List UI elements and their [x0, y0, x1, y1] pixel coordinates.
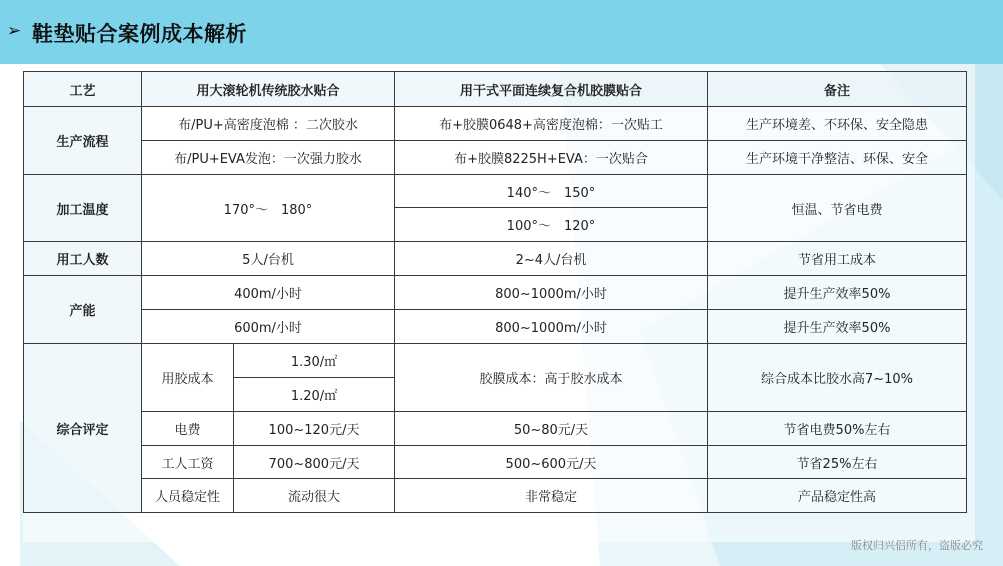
- cell-remark: 节省电费50%左右: [708, 412, 967, 446]
- copyright-notice: 版权归兴侣所有，盗版必究: [851, 539, 983, 552]
- cell-traditional: 1.30/㎡: [234, 344, 395, 378]
- sub-label-stability: 人员稳定性: [142, 479, 234, 513]
- cell-dry: 800~1000m/小时: [395, 310, 708, 344]
- table-header-row: [24, 72, 967, 107]
- cell-remark: 提升生产效率50%: [708, 276, 967, 310]
- table-row: [24, 242, 967, 276]
- cell-remark: 提升生产效率50%: [708, 310, 967, 344]
- cell-traditional: 5人/台机: [142, 242, 395, 276]
- cell-dry: 2~4人/台机: [395, 242, 708, 276]
- cell-traditional: 600m/小时: [142, 310, 395, 344]
- table-row: [24, 344, 967, 378]
- table-row: [24, 141, 967, 175]
- header-process: 工艺: [24, 72, 142, 107]
- header-traditional: 用大滚轮机传统胶水贴合: [142, 72, 395, 107]
- cell-dry: 胶膜成本：高于胶水成本: [395, 344, 708, 412]
- row-label-temperature: 加工温度: [24, 175, 142, 242]
- table-row: [24, 310, 967, 344]
- cell-traditional: 布/PU+EVA发泡：一次强力胶水: [142, 141, 395, 175]
- cell-remark: 产品稳定性高: [708, 479, 967, 513]
- table-row: [24, 446, 967, 479]
- cell-remark: 生产环境差、不环保、安全隐患: [708, 107, 967, 141]
- cell-remark: 综合成本比胶水高7~10%: [708, 344, 967, 412]
- cell-traditional: 100~120元/天: [234, 412, 395, 446]
- cell-dry: 50~80元/天: [395, 412, 708, 446]
- sub-label-glue-cost: 用胶成本: [142, 344, 234, 412]
- header-remark: 备注: [708, 72, 967, 107]
- row-label-production-flow: 生产流程: [24, 107, 142, 175]
- cell-dry: 100°～ 120°: [395, 208, 708, 242]
- sub-label-electricity: 电费: [142, 412, 234, 446]
- triangle-right-icon: ➢: [7, 21, 22, 41]
- cell-remark: 节省25%左右: [708, 446, 967, 479]
- cell-dry: 布+胶膜8225H+EVA：一次贴合: [395, 141, 708, 175]
- cost-comparison-table: [23, 71, 967, 513]
- cell-remark: 恒温、节省电费: [708, 175, 967, 242]
- page-title: 鞋垫贴合案例成本解析: [32, 22, 247, 46]
- cell-dry: 布+胶膜0648+高密度泡棉：一次贴工: [395, 107, 708, 141]
- cell-traditional: 170°～ 180°: [142, 175, 395, 242]
- row-label-workers: 用工人数: [24, 242, 142, 276]
- cell-traditional: 400m/小时: [142, 276, 395, 310]
- table-row: [24, 412, 967, 446]
- cell-dry: 140°～ 150°: [395, 175, 708, 208]
- table-row: [24, 107, 967, 141]
- cell-remark: 节省用工成本: [708, 242, 967, 276]
- cell-traditional: 700~800元/天: [234, 446, 395, 479]
- table-row: [24, 276, 967, 310]
- table-row: [24, 479, 967, 513]
- sub-label-wages: 工人工资: [142, 446, 234, 479]
- cell-dry: 800~1000m/小时: [395, 276, 708, 310]
- cell-traditional: 流动很大: [234, 479, 395, 513]
- row-label-evaluation: 综合评定: [24, 344, 142, 513]
- cell-remark: 生产环境干净整洁、环保、安全: [708, 141, 967, 175]
- table-row: [24, 175, 967, 208]
- cell-traditional: 1.20/㎡: [234, 378, 395, 412]
- cell-dry: 500~600元/天: [395, 446, 708, 479]
- cell-dry: 非常稳定: [395, 479, 708, 513]
- header-bar: [0, 0, 1003, 64]
- cell-traditional: 布/PU+高密度泡棉 ：二次胶水: [142, 107, 395, 141]
- header-dry: 用干式平面连续复合机胶膜贴合: [395, 72, 708, 107]
- row-label-capacity: 产能: [24, 276, 142, 344]
